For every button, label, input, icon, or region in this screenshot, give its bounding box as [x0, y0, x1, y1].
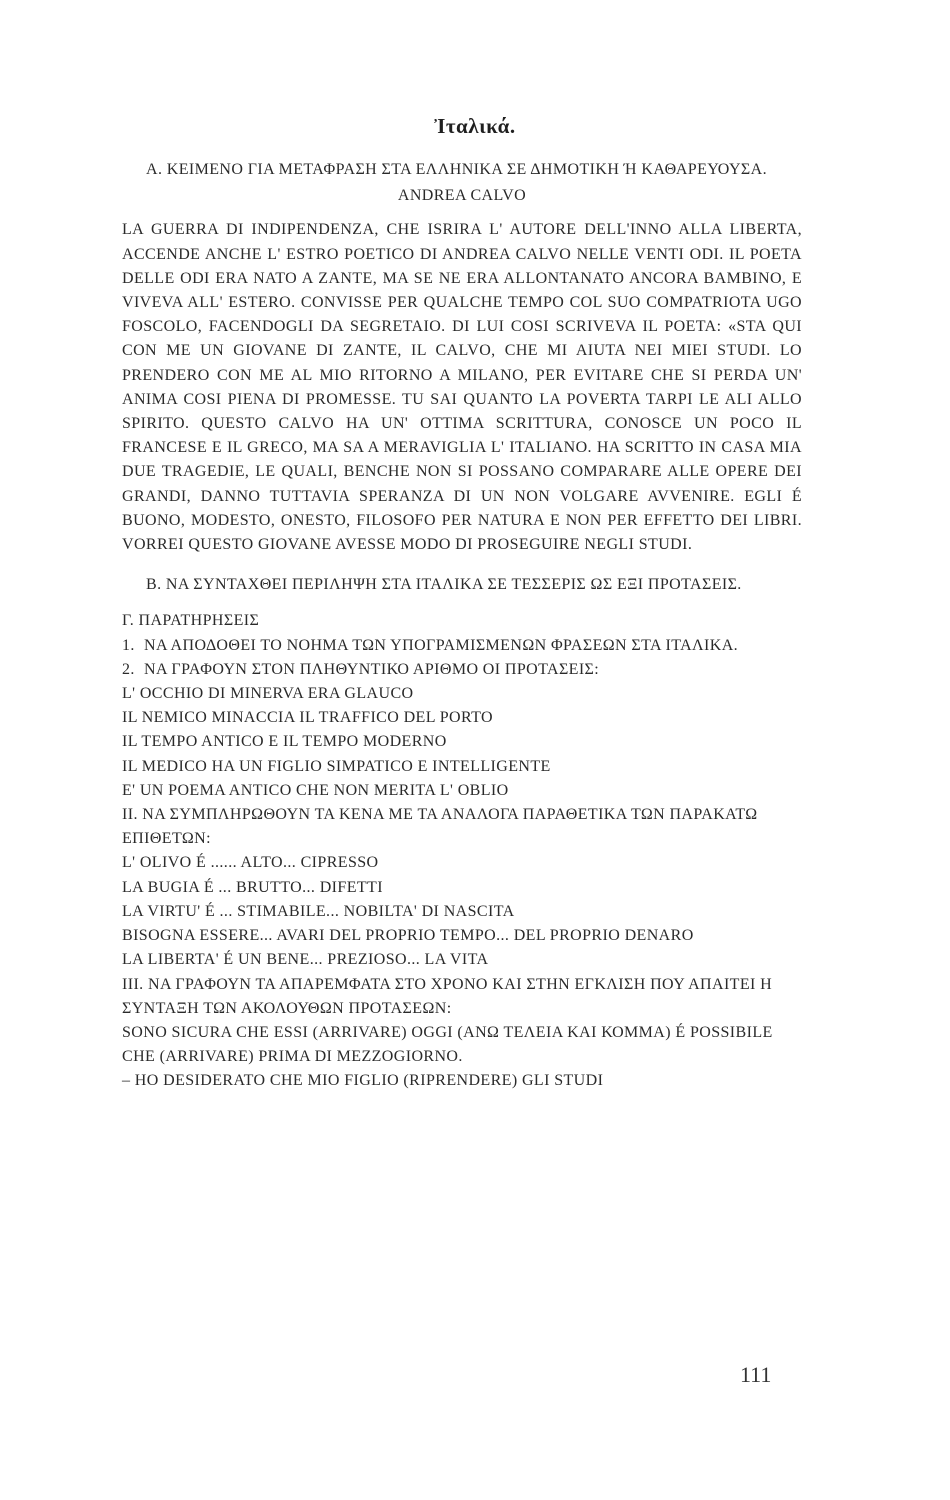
section-c: [122, 609, 802, 1093]
exercise-line: LA LIBERTA' É UN BENE... PREZIOSO... LA VITA: [122, 951, 489, 969]
section-b-instruction: Β. ΝΑ ΣΥΝΤΑΧΘΕΙ ΠΕΡΙΛΗΨΗ ΣΤΑ ΙΤΑΛΙΚΑ ΣΕ ΤΕΣΣΕΡΙΣ ΩΣ ΕΞΙ ΠΡΟΤΑΣΕΙΣ.: [146, 576, 742, 594]
sentence-line: IL TEMPO ANTICO E IL TEMPO MODERNO: [122, 733, 447, 751]
sentence-line: E' UN POEMA ANTICO CHE NON MERITA L' OBLIO: [122, 781, 509, 799]
exercise-ii-instruction: II. ΝΑ ΣΥΜΠΛΗΡΩΘΟΥΝ ΤΑ ΚΕΝΑ ΜΕ ΤΑ ΑΝΑΛΟΓΑ ΠΑΡΑΘΕΤΙΚΑ ΤΩΝ ΠΑΡΑΚΑΤΩ ΕΠΙΘΕΤΩΝ:: [122, 806, 758, 848]
page-title: Ἰταλικά.: [434, 114, 516, 138]
exercise-line: LA VIRTU' É ... STIMABILE... NOBILTA' DI NASCITA: [122, 902, 515, 920]
list-item-2: [122, 658, 802, 682]
page-number: 111: [740, 1362, 772, 1387]
exercise-line: L' OLIVO É ...... ALTO... CIPRESSO: [122, 854, 379, 872]
author-name: ANDREA CALVO: [397, 187, 527, 205]
exercise-line: LA BUGIA É ... BRUTTO... DIFETTI: [122, 878, 383, 896]
item-text: ΝΑ ΑΠΟΔΟΘΕΙ ΤΟ ΝΟΗΜΑ ΤΩΝ ΥΠΟΓΡΑΜΙΣΜΕΝΩΝ ΦΡΑΣΕΩΝ ΣΤΑ ΙΤΑΛΙΚΑ.: [144, 636, 739, 654]
sentence-line: IL NEMICO MINACCIA IL TRAFFICO DEL PORTO: [122, 709, 493, 727]
item-number: 2.: [122, 660, 135, 678]
item-number: 1.: [122, 636, 135, 654]
section-c-heading: Γ. ΠΑΡΑΤΗΡΗΣΕΙΣ: [122, 612, 260, 630]
exercise-iii-instruction: III. ΝΑ ΓΡΑΦΟΥΝ ΤΑ ΑΠΑΡΕΜΦΑΤΑ ΣΤΟ ΧΡΟΝΟ ΚΑΙ ΣΤΗΝ ΕΓΚΛΙΣΗ ΠΟΥ ΑΠΑΙΤΕΙ Η ΣΥΝΤΑΞΗ ΤΩΝ ΑΚΟΛΟΥΘΩΝ ΠΡΟΤΑΣΕΩΝ:: [122, 975, 773, 1017]
exercise-line: SONO SICURA CHE ESSI (ARRIVARE) OGGI (ΑΝΩ ΤΕΛΕΙΑ ΚΑΙ ΚΟΜΜΑ) É POSSIBILE CHE (ARRIVARE) PRIMA DI MEZZOGIORNO.: [122, 1023, 773, 1066]
sentence-line: L' OCCHIO DI MINERVA ERA GLAUCO: [122, 685, 414, 703]
section-a-heading: Α. ΚΕΙΜΕΝΟ ΓΙΑ ΜΕΤΑΦΡΑΣΗ ΣΤΑ ΕΛΛΗΝΙΚΑ ΣΕ ΔΗΜΟΤΙΚΗ Ή ΚΑΘΑΡΕΥΟΥΣΑ.: [146, 161, 767, 178]
exercise-line: – HO DESIDERATO CHE MIO FIGLIO (RIPRENDERE) GLI STUDI: [122, 1072, 604, 1090]
sentence-line: IL MEDICO HA UN FIGLIO SIMPATICO E INTELLIGENTE: [122, 757, 551, 775]
translation-passage: LA GUERRA DI INDIPENDENZA, CHE ISRIRA L' AUTORE DELL'INNO ALLA LIBERTA, ACCENDE ANCHE L' ESTRO POETICO DI ANDREA CALVO NELLE VENTI ODI. IL POETA DELLE ODI ERA NATO A ZANTE, MA SE NE ERA ALLONTANATO ANCORA BAMBINO, E VIVEVA ALL' ESTERO. CONVISSE PER QUALCHE TEMPO COL SUO COMPATRIOTA UGO FOSCOLO, FACENDOGLI DA SEGRETAIO. DI LUI COSI SCRIVEVA IL POETA: «STA QUI CON ME UN GIOVANE DI ZANTE, IL CALVO, CHE MI AIUTA NEI MIEI STUDI. LO PRENDERO CON ME AL MIO RITORNO A MILANO, PER EVITARE CHE SI PERDA UN' ANIMA COSI PIENA DI PROMESSE. TU SAI QUANTO LA POVERTA TARPI LE ALI ALLO SPIRITO. QUESTO CALVO HA UN' OTTIMA SCRITTURA, CONOSCE UN POCO IL FRANCESE E IL GRECO, MA SA A MERAVIGLIA L' ITALIANO. HA SCRITTO IN CASA MIA DUE TRAGEDIE, LE QUALI, BENCHE NON SI POSSANO COMPARARE ALLE OPERE DEI GRANDI, DANNO TUTTAVIA SPERANZA DI UN NON VOLGARE AVVENIRE. EGLI É BUONO, MODESTO, ONESTO, FILOSOFO PER NATURA E NON PER EFFETTO DEI LIBRI. VORREI QUESTO GIOVANE AVESSE MODO DI PROSEGUIRE NEGLI STUDI.: [122, 221, 802, 554]
item-text: ΝΑ ΓΡΑΦΟΥΝ ΣΤΟΝ ΠΛΗΘΥΝΤΙΚΟ ΑΡΙΘΜΟ ΟΙ ΠΡΟΤΑΣΕΙΣ:: [144, 660, 600, 678]
list-item-1: [122, 634, 802, 658]
page-content: [122, 158, 802, 1094]
exercise-line: BISOGNA ESSERE... AVARI DEL PROPRIO TEMPO... DEL PROPRIO DENARO: [122, 927, 694, 945]
